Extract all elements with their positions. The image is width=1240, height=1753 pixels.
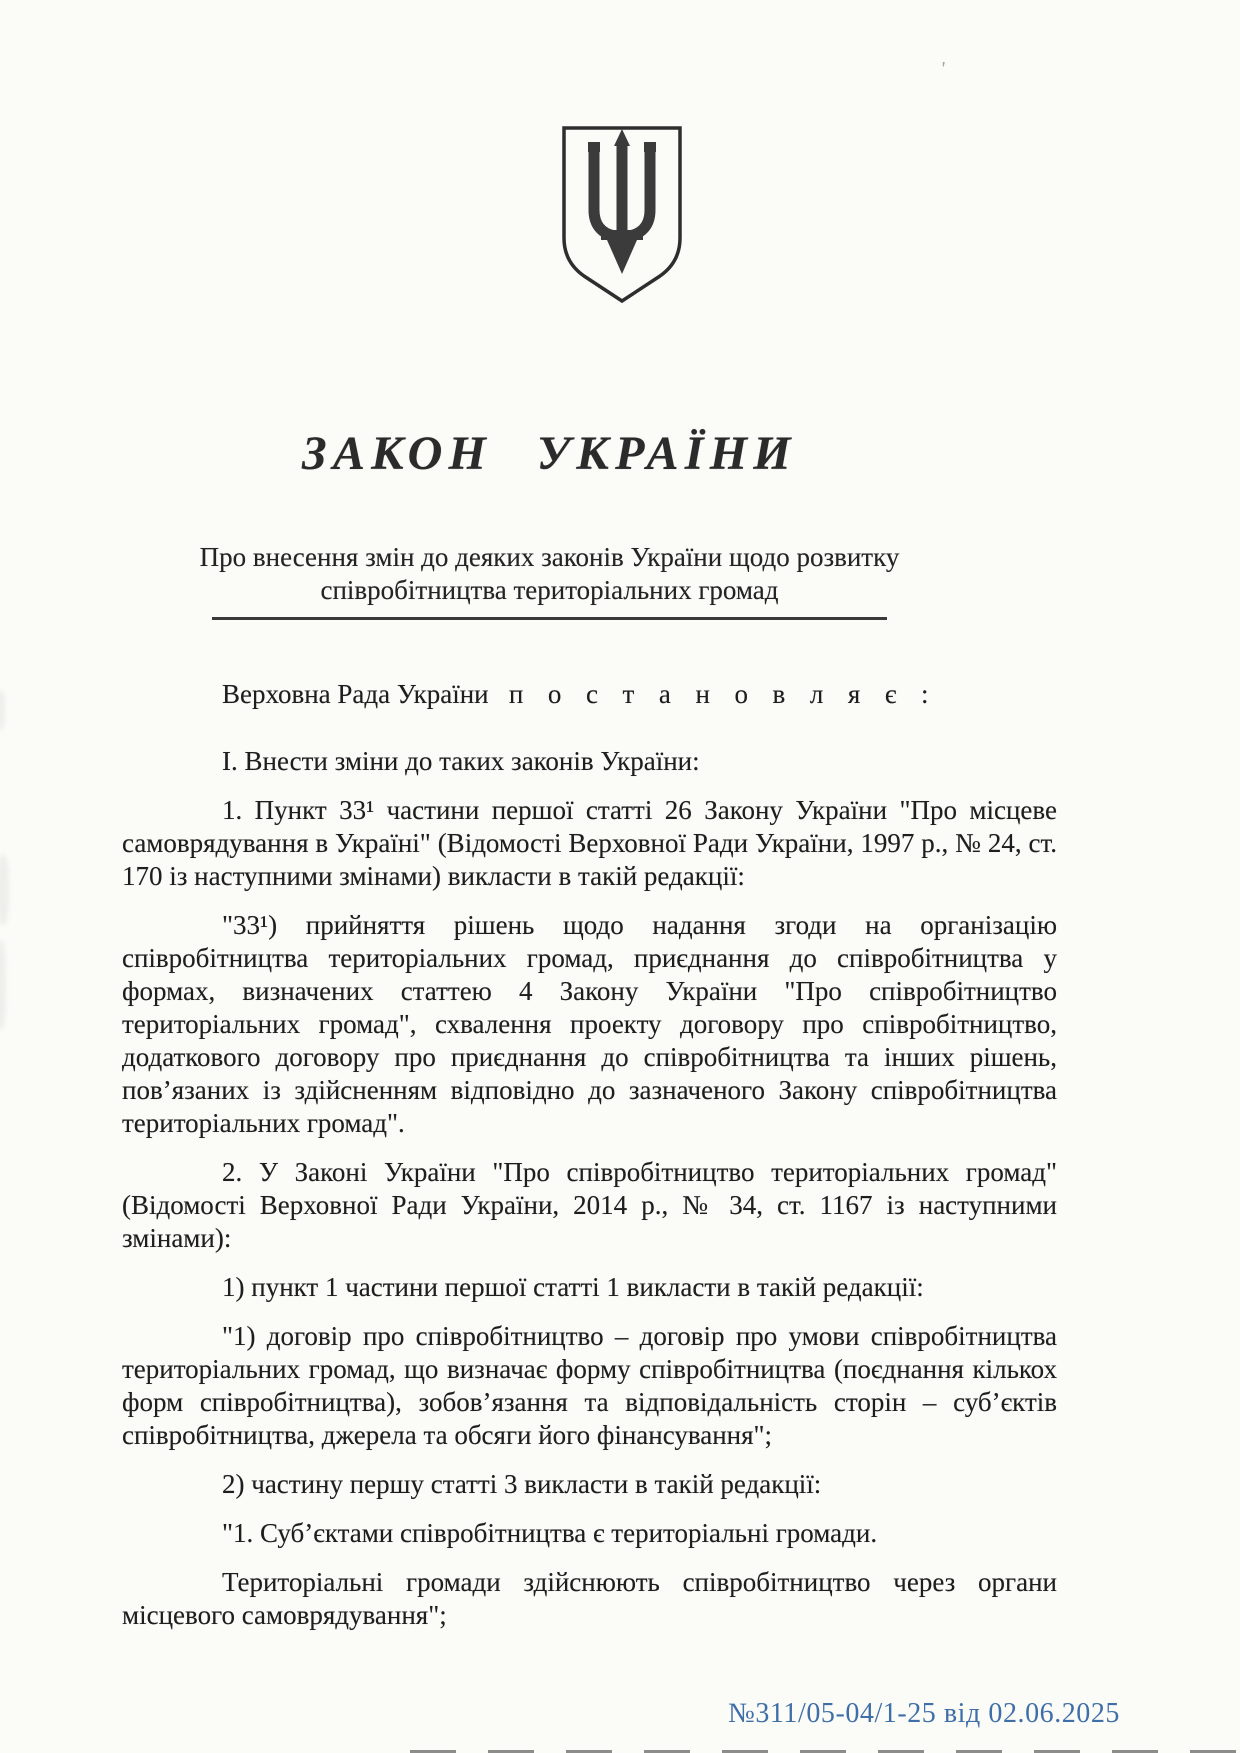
body-paragraph-amendment-2: 2. У Законі України "Про співробітництво територіальних громад" (Відомості Верховної Ради України, 2014 р., № 34, ст. 1167 із наступними змінами): [122,1156,1057,1253]
law-title: ЗАКОН УКРАЇНИ [302,427,797,480]
law-subtitle-line2: співробітництва територіальних громад [320,575,779,605]
enacting-clause [122,678,1057,711]
body-paragraph-amendment-1: 1. Пункт 33¹ частини першої статті 26 Закону України "Про місцеве самоврядування в Україні" (Відомості Верховної Ради України, 1997 р., № 24, ст. 170 із наступними змінами) викласти в такій редакції: [122,794,1057,891]
ukraine-coat-of-arms-icon [557,122,687,308]
body-paragraph-quoted-article-3-cont: Територіальні громади здійснюють співробітництво через органи місцевого самоврядування"; [122,1566,1057,1630]
body-paragraph-subpoint-1: 1) пункт 1 частини першої статті 1 викласти в такій редакції: [222,1271,924,1302]
body-paragraph-quoted-article-3: "1. Суб’єктами співробітництва є територіальні громади. [222,1517,878,1548]
registration-number: №311/05-04/1-25 від 02.06.2025 [728,1698,1120,1729]
scan-artifact-left-edge [0,690,5,730]
scan-artifact-speck: ' [939,57,947,81]
document-header [82,429,1017,620]
section-heading: І. Внести зміни до таких законів України: [222,745,700,776]
law-body [122,678,1057,1632]
enacting-clause-lead: Верховна Рада України [222,678,489,709]
law-subtitle [82,541,1017,607]
emblem-container [557,122,687,313]
body-paragraph-quoted-point-33: "33¹) прийняття рішень щодо надання згоди на організацію співробітництва територіальних громад, приєднання до співробітництва у формах, визначених статтею 4 Закону України "Про співробітництво територіальних громад", схвалення проекту договору про співробітництво, додаткового договору про приєднання до співробітництва та інших рішень, пов’язаних із здійсненням відповідно до зазначеного Закону співробітництва територіальних громад". [122,909,1057,1138]
scan-artifact-left-edge [0,855,9,925]
body-paragraph-quoted-point-1: "1) договір про співробітництво – договір про умови співробітництва територіальних громад, що визначає форму співробітництва (поєднання кількох форм співробітництва), зобов’язання та відповідальність сторін – суб’єктів співробітництва, джерела та обсяги його фінансування"; [122,1320,1057,1450]
enacting-clause-action: п о с т а н о в л я є : [508,678,938,709]
body-paragraph-subpoint-2: 2) частину першу статті 3 викласти в такій редакції: [222,1468,822,1499]
law-subtitle-line1: Про внесення змін до деяких законів України щодо розвитку [199,542,900,572]
scan-artifact-left-edge [0,940,6,1030]
subtitle-underline [212,617,887,620]
